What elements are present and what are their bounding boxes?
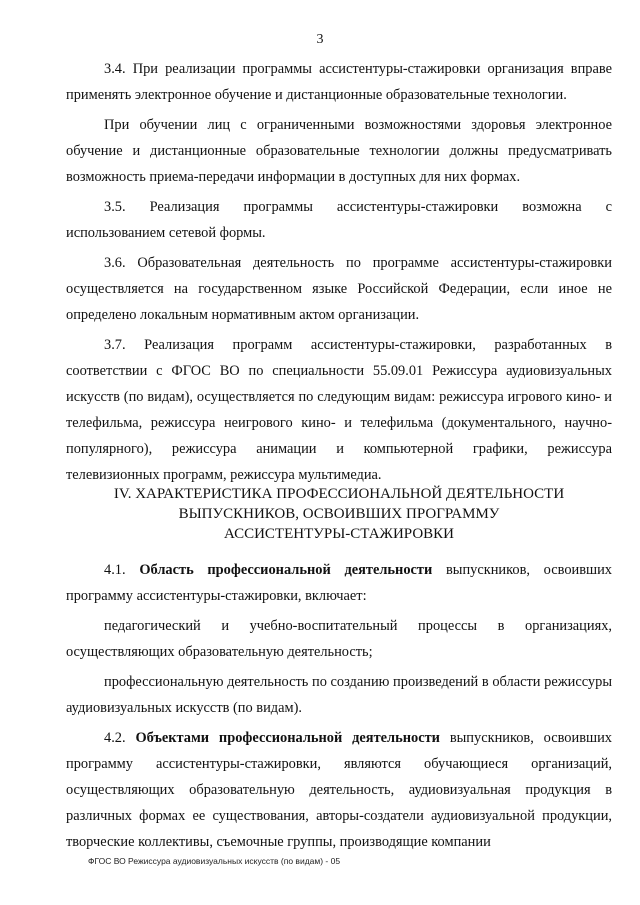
page-footer: ФГОС ВО Режиссура аудиовизуальных искусств (по видам) - 05 [88,856,341,866]
section-title-line-3: АССИСТЕНТУРЫ-СТАЖИРОВКИ [223,526,455,542]
paragraph-4-2 [66,725,612,855]
paragraph-3-4-cont: При обучении лиц с ограниченными возможностями здоровья электронное обучение и дистанционные образовательные технологии должны предусматривать возможность приема-передачи информации в доступных для них формах. [66,117,612,185]
paragraph-4-1-item-2: профессиональную деятельность по созданию произведений в области режиссуры аудиовизуальных искусств (по видам). [66,674,612,716]
paragraph-4-1-bold: Область профессиональной деятельности [139,562,433,578]
paragraph-3-7: 3.7. Реализация программ ассистентуры-стажировки, разработанных в соответствии с ФГОС ВО по специальности 55.09.01 Режиссура аудиовизуальных искусств (по видам), осуществляется по следующим видам: режиссура игрового кино- и телефильма, режиссура неигрового кино- и телефильма (документального, научно-популярного), режиссура анимации и компьютерной графики, режиссура телевизионных программ, режиссура мультимедиа. [66,337,612,483]
paragraph-4-2-number: 4.2. [104,730,126,746]
paragraph-3-6: 3.6. Образовательная деятельность по программе ассистентуры-стажировки осуществляется на государственном языке Российской Федерации, если иное не определено локальным нормативным актом организации. [66,255,612,323]
section-title-line-2: ВЫПУСКНИКОВ, ОСВОИВШИХ ПРОГРАММУ [178,506,500,522]
paragraph-4-2-bold: Объектами профессиональной деятельности [135,730,440,746]
paragraph-4-1-text: выпускников, освоивших программу ассистентуры-стажировки, включает: [66,562,612,604]
paragraph-4-1-number: 4.1. [104,562,126,578]
paragraph-4-1 [66,557,612,609]
section-title [66,484,612,544]
section-title-line-1: IV. ХАРАКТЕРИСТИКА ПРОФЕССИОНАЛЬНОЙ ДЕЯТЕЛЬНОСТИ [113,486,565,502]
page-number: 3 [316,32,324,47]
document-body-bottom [66,557,612,855]
document-body-top [66,56,612,488]
paragraph-3-4: 3.4. При реализации программы ассистентуры-стажировки организация вправе применять электронное обучение и дистанционные образовательные технологии. [66,61,612,103]
paragraph-3-5: 3.5. Реализация программы ассистентуры-стажировки возможна с использованием сетевой формы. [66,199,612,241]
paragraph-4-1-item-1: педагогический и учебно-воспитательный процессы в организациях, осуществляющих образовательную деятельность; [66,618,612,660]
paragraph-4-2-text: выпускников, освоивших программу ассистентуры-стажировки, являются обучающиеся организаций, осуществляющих образовательную деятельность, аудиовизуальная продукция в различных формах ее существования, авторы-создатели аудиовизуальной продукции, творческие коллективы, съемочные группы, производящие компании [66,730,612,850]
